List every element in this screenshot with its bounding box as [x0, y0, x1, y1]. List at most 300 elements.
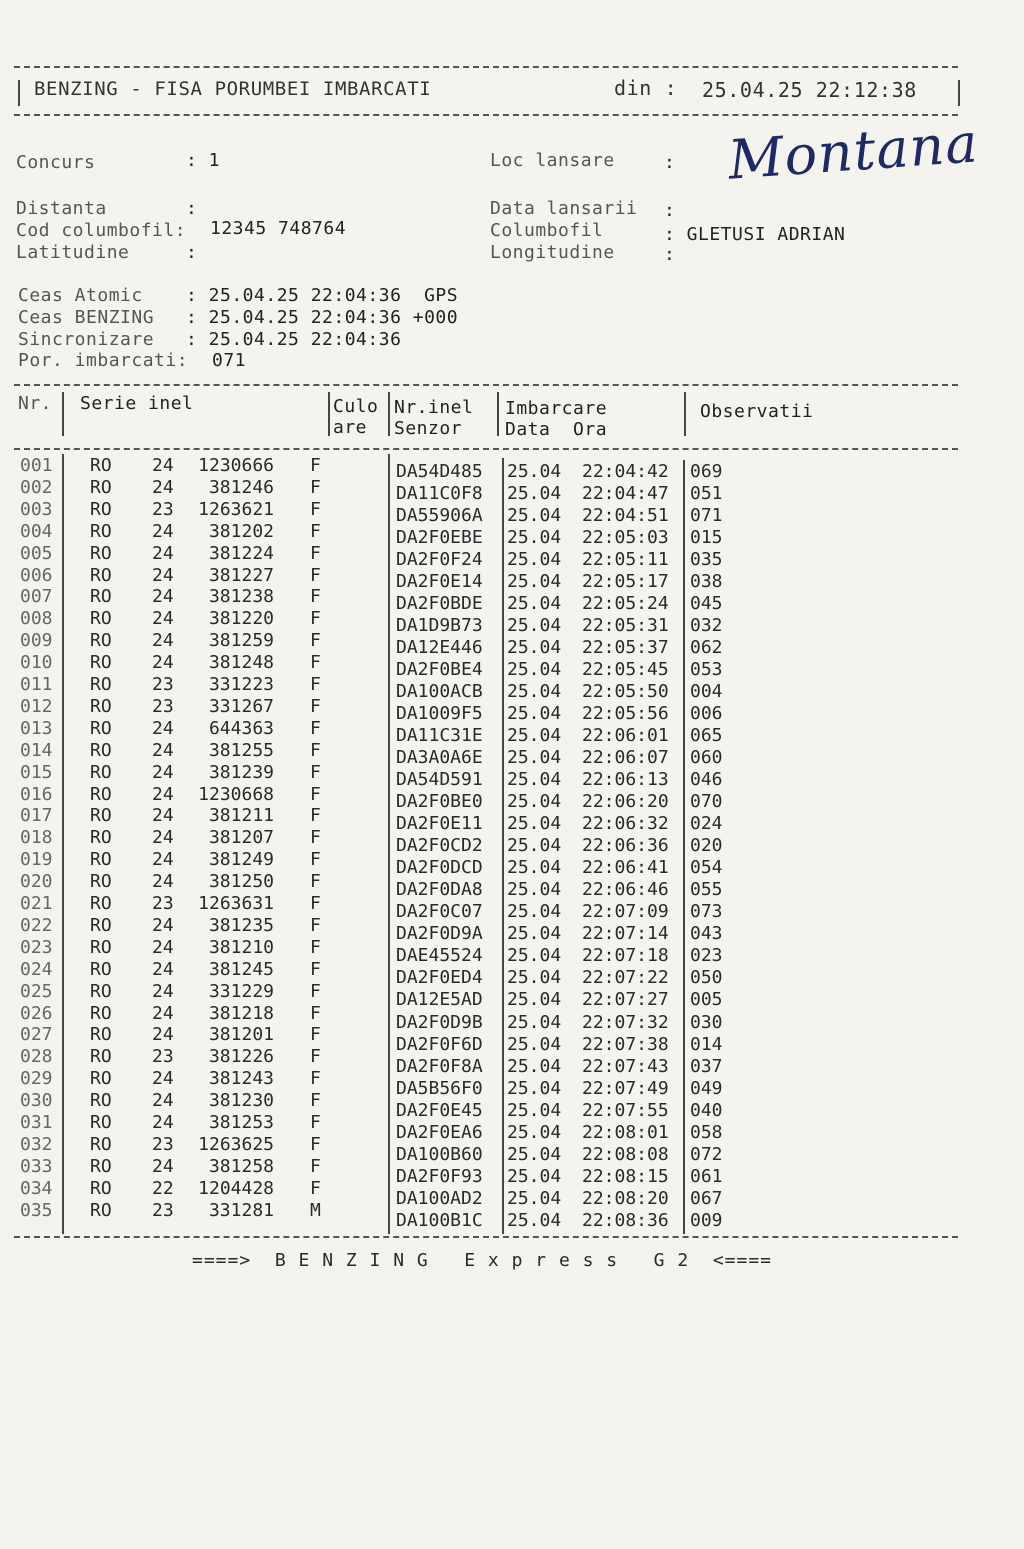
- boarding-time: 22:07:27: [582, 989, 669, 1011]
- ring-number: 1263625: [198, 1133, 274, 1155]
- table-row: [0, 739, 1024, 769]
- boarding-date: 25.04: [507, 747, 562, 769]
- ring-country: RO: [90, 849, 112, 871]
- table-row: [0, 455, 1024, 482]
- boarding-date: 25.04: [507, 1187, 562, 1209]
- ring-number: 381211: [208, 805, 274, 827]
- boarding-time: 22:06:41: [582, 857, 669, 879]
- table-row: [0, 1024, 1024, 1055]
- boarding-time: 22:05:45: [582, 659, 669, 681]
- observation-code: 054: [690, 857, 723, 879]
- ring-country: RO: [90, 914, 112, 936]
- sex: F: [310, 652, 321, 674]
- table-bottom-rule: [14, 1236, 958, 1238]
- ring-number: 381249: [208, 849, 274, 871]
- boarding-time: 22:08:15: [582, 1165, 669, 1187]
- boarding-date: 25.04: [507, 835, 562, 857]
- boarding-time: 22:05:03: [582, 527, 669, 549]
- ring-year: 23: [152, 1199, 174, 1221]
- sex: F: [310, 1112, 321, 1133]
- ring-year: 23: [152, 1046, 174, 1068]
- report-date-value: 25.04.25 22:12:38: [702, 78, 917, 102]
- observation-code: 051: [690, 483, 723, 504]
- sensor-id: DA2F0EBE: [396, 527, 483, 549]
- sex: F: [310, 849, 321, 871]
- ring-number: 381253: [208, 1112, 274, 1133]
- sex: M: [310, 1199, 321, 1221]
- columbofil-label: Columbofil: [490, 220, 604, 241]
- ring-year: 24: [152, 608, 174, 630]
- sex: F: [310, 761, 321, 783]
- longitudine-label: Longitudine: [490, 242, 615, 263]
- ring-year: 24: [152, 936, 174, 958]
- ring-number: 381259: [208, 630, 274, 652]
- sincronizare-value: : 25.04.25 22:04:36: [186, 329, 402, 350]
- table-row: [0, 783, 1024, 813]
- ring-number: 381226: [208, 1046, 274, 1068]
- ring-country: RO: [90, 564, 112, 586]
- ring-country: RO: [90, 1090, 112, 1112]
- observation-code: 032: [690, 615, 723, 637]
- boarding-date: 25.04: [507, 1077, 562, 1099]
- observation-code: 024: [690, 813, 723, 835]
- row-number: 028: [20, 1046, 53, 1068]
- sensor-id: DA2F0DA8: [396, 879, 483, 901]
- observation-code: 049: [690, 1077, 723, 1099]
- col-header-nr: Nr.: [18, 393, 53, 414]
- table-row: [0, 936, 1024, 967]
- row-number: 019: [20, 849, 53, 871]
- row-number: 025: [20, 980, 53, 1002]
- ring-country: RO: [90, 893, 112, 914]
- ring-country: RO: [90, 1002, 112, 1024]
- row-number: 015: [20, 761, 53, 783]
- sensor-id: DA2F0F24: [396, 549, 483, 571]
- sex: F: [310, 783, 321, 805]
- sex: F: [310, 630, 321, 652]
- row-number: 005: [20, 542, 53, 564]
- observation-code: 070: [690, 791, 723, 813]
- ring-number: 381255: [208, 739, 274, 761]
- sex: F: [310, 476, 321, 498]
- sensor-id: DA12E446: [396, 637, 483, 659]
- ring-number: 331229: [208, 980, 274, 1002]
- boarding-date: 25.04: [507, 461, 562, 482]
- boarding-time: 22:06:01: [582, 725, 669, 747]
- row-number: 022: [20, 914, 53, 936]
- boarding-date: 25.04: [507, 505, 562, 527]
- table-row: [0, 1155, 1024, 1187]
- ring-country: RO: [90, 630, 112, 652]
- boarding-date: 25.04: [507, 637, 562, 659]
- boarding-date: 25.04: [507, 1165, 562, 1187]
- observation-code: 004: [690, 681, 723, 703]
- ring-year: 24: [152, 1112, 174, 1133]
- sex: F: [310, 717, 321, 739]
- sensor-id: DA2F0BE4: [396, 659, 483, 681]
- observation-code: 005: [690, 989, 723, 1011]
- boarding-date: 25.04: [507, 725, 562, 747]
- ring-year: 24: [152, 542, 174, 564]
- sex: F: [310, 608, 321, 630]
- boarding-time: 22:04:47: [582, 483, 669, 504]
- ring-year: 23: [152, 1133, 174, 1155]
- observation-code: 030: [690, 1011, 723, 1033]
- distanta-sep: :: [186, 198, 198, 219]
- row-number: 016: [20, 783, 53, 805]
- observation-code: 040: [690, 1099, 723, 1121]
- ring-year: 23: [152, 674, 174, 695]
- observation-code: 023: [690, 945, 723, 967]
- header-right-border: [958, 80, 960, 106]
- header-bottom-rule: [14, 114, 958, 116]
- loc-lansare-sep: :: [664, 152, 676, 173]
- sex: F: [310, 958, 321, 980]
- boarding-time: 22:05:37: [582, 637, 669, 659]
- boarding-date: 25.04: [507, 813, 562, 835]
- table-row: [0, 1068, 1024, 1099]
- ring-year: 24: [152, 586, 174, 608]
- boarding-date: 25.04: [507, 791, 562, 813]
- sensor-id: DA2F0CD2: [396, 835, 483, 857]
- table-row: [0, 652, 1024, 681]
- sex: F: [310, 893, 321, 914]
- table-row: [0, 958, 1024, 989]
- ceas-benzing-label: Ceas BENZING: [18, 307, 155, 328]
- boarding-date: 25.04: [507, 923, 562, 945]
- ring-country: RO: [90, 695, 112, 717]
- boarding-date: 25.04: [507, 593, 562, 615]
- row-number: 030: [20, 1090, 53, 1112]
- ring-number: 381245: [208, 958, 274, 980]
- cod-columbofil-value: 12345 748764: [210, 218, 347, 239]
- sensor-id: DA54D591: [396, 769, 483, 791]
- observation-code: 069: [690, 461, 723, 482]
- row-number: 012: [20, 695, 53, 717]
- footer-banner: ====> B E N Z I N G E x p r e s s G 2 <====: [192, 1250, 773, 1271]
- col-header-culoare-2: are: [333, 417, 368, 438]
- sensor-id: DA2F0BE0: [396, 791, 483, 813]
- sex: F: [310, 542, 321, 564]
- cod-columbofil-label: Cod columbofil:: [16, 220, 187, 241]
- ring-year: 24: [152, 783, 174, 805]
- ring-number: 1263621: [198, 498, 274, 520]
- observation-code: 035: [690, 549, 723, 571]
- sensor-id: DA2F0C07: [396, 901, 483, 923]
- ring-number: 1230666: [198, 455, 274, 476]
- sensor-id: DA11C31E: [396, 725, 483, 747]
- concurs-label: Concurs: [16, 152, 96, 173]
- boarding-date: 25.04: [507, 1209, 562, 1231]
- sex: F: [310, 827, 321, 849]
- observation-code: 009: [690, 1209, 723, 1231]
- sex: F: [310, 805, 321, 827]
- ring-year: 23: [152, 498, 174, 520]
- boarding-time: 22:05:11: [582, 549, 669, 571]
- table-row: [0, 586, 1024, 615]
- row-number: 023: [20, 936, 53, 958]
- ring-number: 381258: [208, 1155, 274, 1177]
- ring-country: RO: [90, 1046, 112, 1068]
- table-row: [0, 1002, 1024, 1033]
- boarding-date: 25.04: [507, 681, 562, 703]
- ring-number: 381227: [208, 564, 274, 586]
- boarding-time: 22:05:56: [582, 703, 669, 725]
- table-row: [0, 520, 1024, 549]
- sensor-id: DA55906A: [396, 505, 483, 527]
- col-divider-serie: [328, 392, 330, 436]
- boarding-date: 25.04: [507, 703, 562, 725]
- table-row: [0, 717, 1024, 747]
- col-header-senzor: Senzor: [394, 418, 463, 439]
- ring-year: 24: [152, 739, 174, 761]
- sex: F: [310, 871, 321, 893]
- ring-number: 381202: [208, 520, 274, 542]
- ring-year: 24: [152, 717, 174, 739]
- sex: F: [310, 455, 321, 476]
- ring-number: 381224: [208, 542, 274, 564]
- row-number: 018: [20, 827, 53, 849]
- col-header-imbarcare: Imbarcare: [505, 398, 608, 419]
- data-lansarii-label: Data lansarii: [490, 198, 638, 219]
- sex: F: [310, 1002, 321, 1024]
- ring-number: 381201: [208, 1024, 274, 1046]
- row-number: 032: [20, 1133, 53, 1155]
- sensor-id: DAE45524: [396, 945, 483, 967]
- ring-country: RO: [90, 1024, 112, 1046]
- table-row: [0, 542, 1024, 571]
- ring-country: RO: [90, 1133, 112, 1155]
- boarding-time: 22:05:31: [582, 615, 669, 637]
- boarding-time: 22:08:01: [582, 1121, 669, 1143]
- ring-number: 381238: [208, 586, 274, 608]
- observation-code: 072: [690, 1143, 723, 1165]
- table-row: [0, 1090, 1024, 1121]
- boarding-date: 25.04: [507, 769, 562, 791]
- boarding-date: 25.04: [507, 945, 562, 967]
- sex: F: [310, 914, 321, 936]
- ring-year: 23: [152, 695, 174, 717]
- observation-code: 062: [690, 637, 723, 659]
- sincronizare-label: Sincronizare: [18, 329, 155, 350]
- observation-code: 006: [690, 703, 723, 725]
- ring-year: 24: [152, 630, 174, 652]
- ring-country: RO: [90, 1177, 112, 1199]
- observation-code: 073: [690, 901, 723, 923]
- sensor-id: DA2F0D9A: [396, 923, 483, 945]
- sex: F: [310, 695, 321, 717]
- sensor-id: DA2F0E14: [396, 571, 483, 593]
- boarding-date: 25.04: [507, 615, 562, 637]
- sensor-id: DA1D9B73: [396, 615, 483, 637]
- ring-country: RO: [90, 739, 112, 761]
- table-row: [0, 805, 1024, 835]
- table-row: [0, 1177, 1024, 1209]
- ring-year: 22: [152, 1177, 174, 1199]
- boarding-time: 22:06:36: [582, 835, 669, 857]
- sensor-id: DA100ACB: [396, 681, 483, 703]
- ring-country: RO: [90, 761, 112, 783]
- ring-year: 24: [152, 871, 174, 893]
- distanta-label: Distanta: [16, 198, 107, 219]
- sex: F: [310, 1046, 321, 1068]
- ring-year: 24: [152, 827, 174, 849]
- row-number: 002: [20, 476, 53, 498]
- boarding-time: 22:04:51: [582, 505, 669, 527]
- boarding-date: 25.04: [507, 659, 562, 681]
- boarding-time: 22:07:38: [582, 1033, 669, 1055]
- row-number: 003: [20, 498, 53, 520]
- boarding-time: 22:07:43: [582, 1055, 669, 1077]
- boarding-time: 22:07:49: [582, 1077, 669, 1099]
- ring-country: RO: [90, 871, 112, 893]
- boarding-time: 22:07:32: [582, 1011, 669, 1033]
- table-row: [0, 761, 1024, 791]
- sex: F: [310, 1155, 321, 1177]
- ring-country: RO: [90, 674, 112, 695]
- ring-number: 1230668: [198, 783, 274, 805]
- ring-number: 381218: [208, 1002, 274, 1024]
- col-divider-nr: [62, 392, 64, 436]
- boarding-date: 25.04: [507, 527, 562, 549]
- sex: F: [310, 936, 321, 958]
- ring-country: RO: [90, 652, 112, 674]
- sensor-id: DA100B60: [396, 1143, 483, 1165]
- table-row: [0, 476, 1024, 504]
- row-number: 026: [20, 1002, 53, 1024]
- row-number: 014: [20, 739, 53, 761]
- observation-code: 045: [690, 593, 723, 615]
- boarding-time: 22:04:42: [582, 461, 669, 482]
- ceas-atomic-label: Ceas Atomic: [18, 285, 143, 306]
- boarding-date: 25.04: [507, 1099, 562, 1121]
- boarding-date: 25.04: [507, 549, 562, 571]
- col-header-nr-inel: Nr.inel: [394, 397, 474, 418]
- boarding-date: 25.04: [507, 857, 562, 879]
- ring-number: 381248: [208, 652, 274, 674]
- row-number: 024: [20, 958, 53, 980]
- boarding-time: 22:06:32: [582, 813, 669, 835]
- sex: F: [310, 739, 321, 761]
- boarding-time: 22:07:55: [582, 1099, 669, 1121]
- data-lansarii-sep: :: [664, 200, 676, 221]
- observation-code: 065: [690, 725, 723, 747]
- sensor-id: DA100B1C: [396, 1209, 483, 1231]
- report-title: BENZING - FISA PORUMBEI IMBARCATI: [34, 78, 432, 100]
- ring-year: 24: [152, 1024, 174, 1046]
- boarding-time: 22:06:46: [582, 879, 669, 901]
- ring-country: RO: [90, 542, 112, 564]
- sensor-id: DA3A0A6E: [396, 747, 483, 769]
- loc-lansare-handwritten: Montana: [726, 111, 981, 192]
- row-number: 006: [20, 564, 53, 586]
- row-number: 034: [20, 1177, 53, 1199]
- sex: F: [310, 1024, 321, 1046]
- longitudine-sep: :: [664, 244, 676, 265]
- observation-code: 067: [690, 1187, 723, 1209]
- table-row: [0, 564, 1024, 593]
- ceas-atomic-value: : 25.04.25 22:04:36 GPS: [186, 285, 459, 306]
- boarding-time: 22:06:07: [582, 747, 669, 769]
- ring-number: 381210: [208, 936, 274, 958]
- ring-country: RO: [90, 980, 112, 1002]
- col-header-data-ora: Data Ora: [505, 419, 608, 440]
- sex: F: [310, 674, 321, 695]
- table-row: [0, 849, 1024, 879]
- observation-code: 014: [690, 1033, 723, 1055]
- ring-year: 24: [152, 958, 174, 980]
- ring-country: RO: [90, 717, 112, 739]
- sensor-id: DA2F0DCD: [396, 857, 483, 879]
- ring-year: 24: [152, 520, 174, 542]
- ring-number: 381239: [208, 761, 274, 783]
- table-row: [0, 608, 1024, 637]
- ring-number: 381230: [208, 1090, 274, 1112]
- boarding-time: 22:05:24: [582, 593, 669, 615]
- ring-year: 24: [152, 849, 174, 871]
- ring-year: 24: [152, 1090, 174, 1112]
- ring-country: RO: [90, 455, 112, 476]
- concurs-value: : 1: [186, 150, 221, 171]
- ring-country: RO: [90, 1112, 112, 1133]
- boarding-date: 25.04: [507, 1121, 562, 1143]
- por-imbarcati-value: 071: [212, 350, 247, 371]
- ring-number: 381243: [208, 1068, 274, 1090]
- sensor-id: DA12E5AD: [396, 989, 483, 1011]
- boarding-date: 25.04: [507, 1055, 562, 1077]
- sensor-id: DA100AD2: [396, 1187, 483, 1209]
- sensor-id: DA5B56F0: [396, 1077, 483, 1099]
- ring-country: RO: [90, 827, 112, 849]
- observation-code: 015: [690, 527, 723, 549]
- report-date-label: din :: [614, 76, 678, 100]
- observation-code: 061: [690, 1165, 723, 1187]
- sex: F: [310, 1090, 321, 1112]
- boarding-time: 22:08:20: [582, 1187, 669, 1209]
- header-top-rule: [14, 66, 958, 68]
- row-number: 008: [20, 608, 53, 630]
- col-header-observatii: Observatii: [700, 401, 814, 422]
- table-row: [0, 695, 1024, 725]
- row-number: 007: [20, 586, 53, 608]
- ring-number: 331281: [208, 1199, 274, 1221]
- row-number: 033: [20, 1155, 53, 1177]
- observation-code: 046: [690, 769, 723, 791]
- row-number: 027: [20, 1024, 53, 1046]
- ring-number: 331267: [208, 695, 274, 717]
- col-divider-senzor: [497, 392, 499, 436]
- ring-year: 24: [152, 914, 174, 936]
- row-number: 021: [20, 893, 53, 914]
- table-row: [0, 674, 1024, 703]
- sensor-id: DA2F0D9B: [396, 1011, 483, 1033]
- boarding-time: 22:07:22: [582, 967, 669, 989]
- ring-country: RO: [90, 805, 112, 827]
- ring-year: 24: [152, 564, 174, 586]
- boarding-time: 22:06:13: [582, 769, 669, 791]
- loc-lansare-label: Loc lansare: [490, 150, 615, 171]
- ring-number: 1204428: [198, 1177, 274, 1199]
- row-number: 009: [20, 630, 53, 652]
- ring-country: RO: [90, 1068, 112, 1090]
- boarding-time: 22:08:36: [582, 1209, 669, 1231]
- latitudine-sep: :: [186, 242, 198, 263]
- sensor-id: DA1009F5: [396, 703, 483, 725]
- observation-code: 043: [690, 923, 723, 945]
- sex: F: [310, 1177, 321, 1199]
- table-row: [0, 630, 1024, 659]
- boarding-date: 25.04: [507, 989, 562, 1011]
